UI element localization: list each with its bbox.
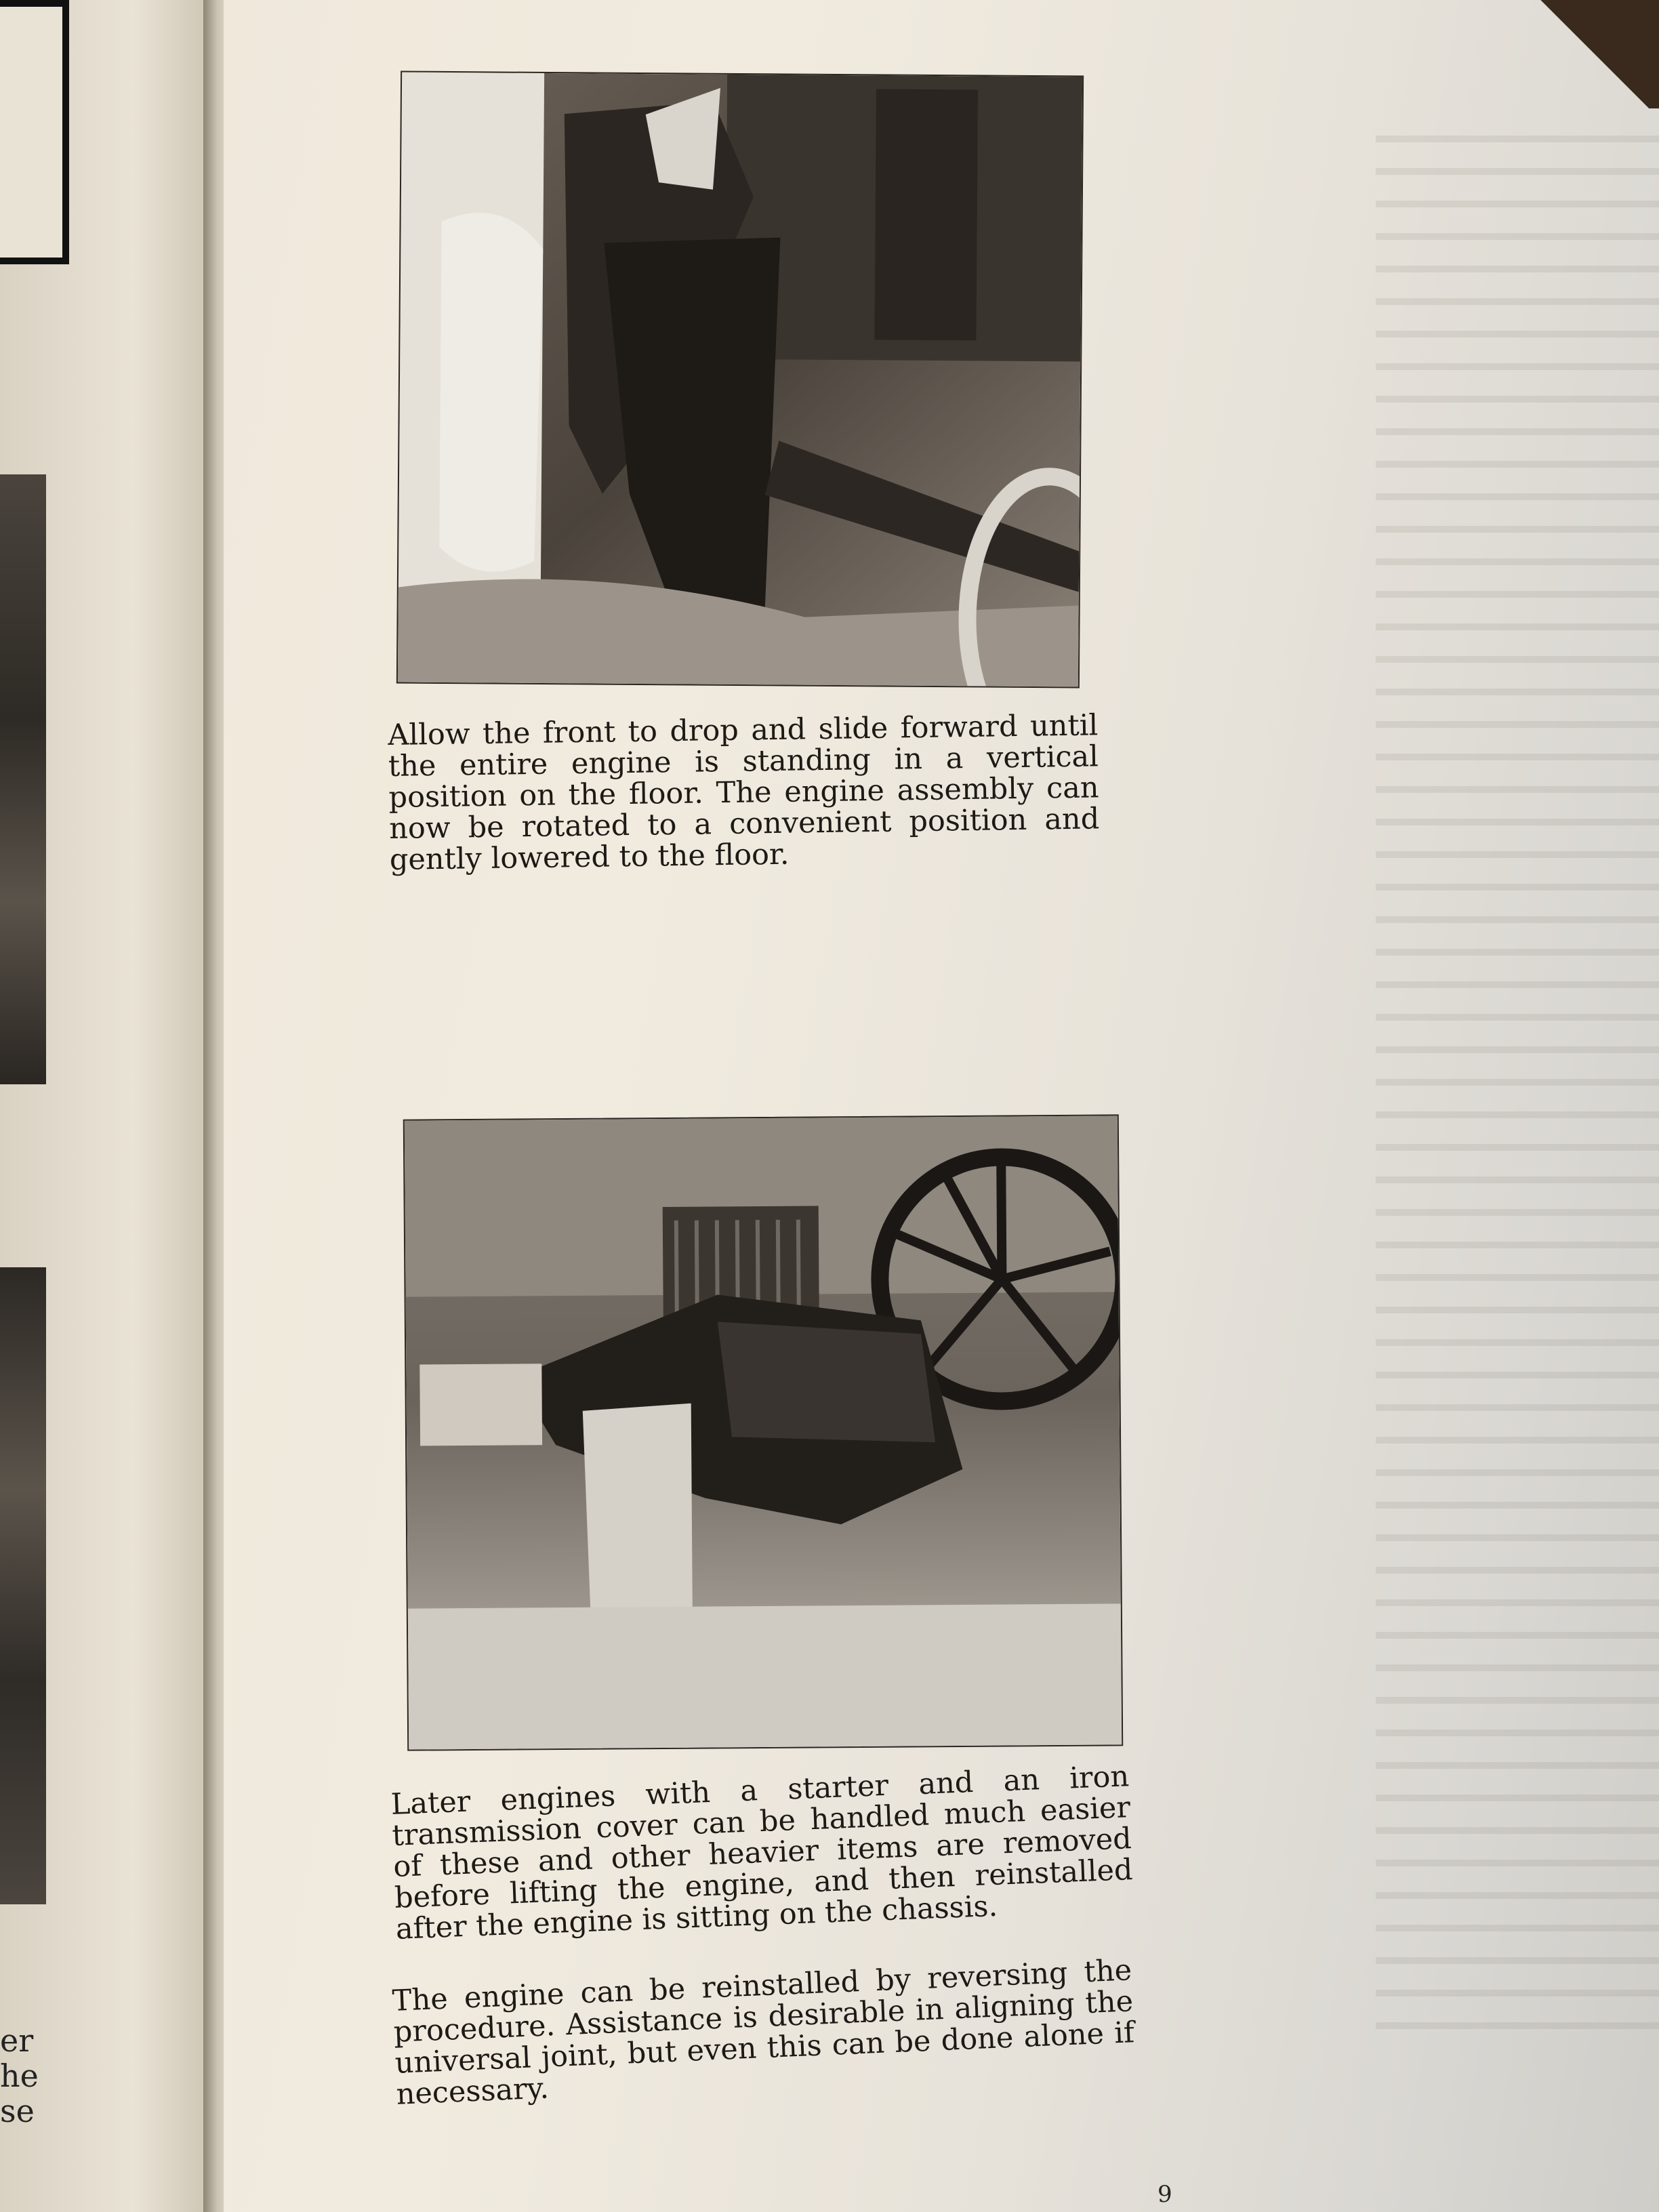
photo-engine-on-floor (403, 1114, 1123, 1750)
page-corner-shadow (1530, 0, 1659, 108)
left-fragment-line: se (0, 2093, 35, 2129)
page-number: 9 (1158, 2181, 1172, 2208)
left-page-text-fragment (0, 2023, 39, 2129)
caption-reinstall: The engine can be reinstalled by reversing the procedure. Assistance is desirable in aligning the universal joint, but even this can be done alone if necessary. (391, 1953, 1135, 2112)
left-page (0, 0, 224, 2212)
left-page-figure-box (0, 0, 69, 264)
caption-later-engines: Later engines with a starter and an iron transmission cover can be handled much easier of these and other heavier items are removed before lifting the engine, and then reinstalled after the engine is sitting on the chassis. (390, 1759, 1134, 1946)
left-fragment-line: he (0, 2057, 39, 2094)
left-fragment-line: er (0, 2022, 34, 2059)
left-page-photo (0, 1267, 46, 1904)
left-page-photo (0, 474, 46, 1084)
caption-engine-vertical: Allow the front to drop and slide forward until the entire engine is standing in a vertical position on the floor. The engine assembly can now be rotated to a convenient position and gently lowered to the floor. (387, 708, 1100, 877)
photo-engine-vertical (396, 70, 1084, 688)
bleed-through-text (1376, 136, 1659, 2033)
